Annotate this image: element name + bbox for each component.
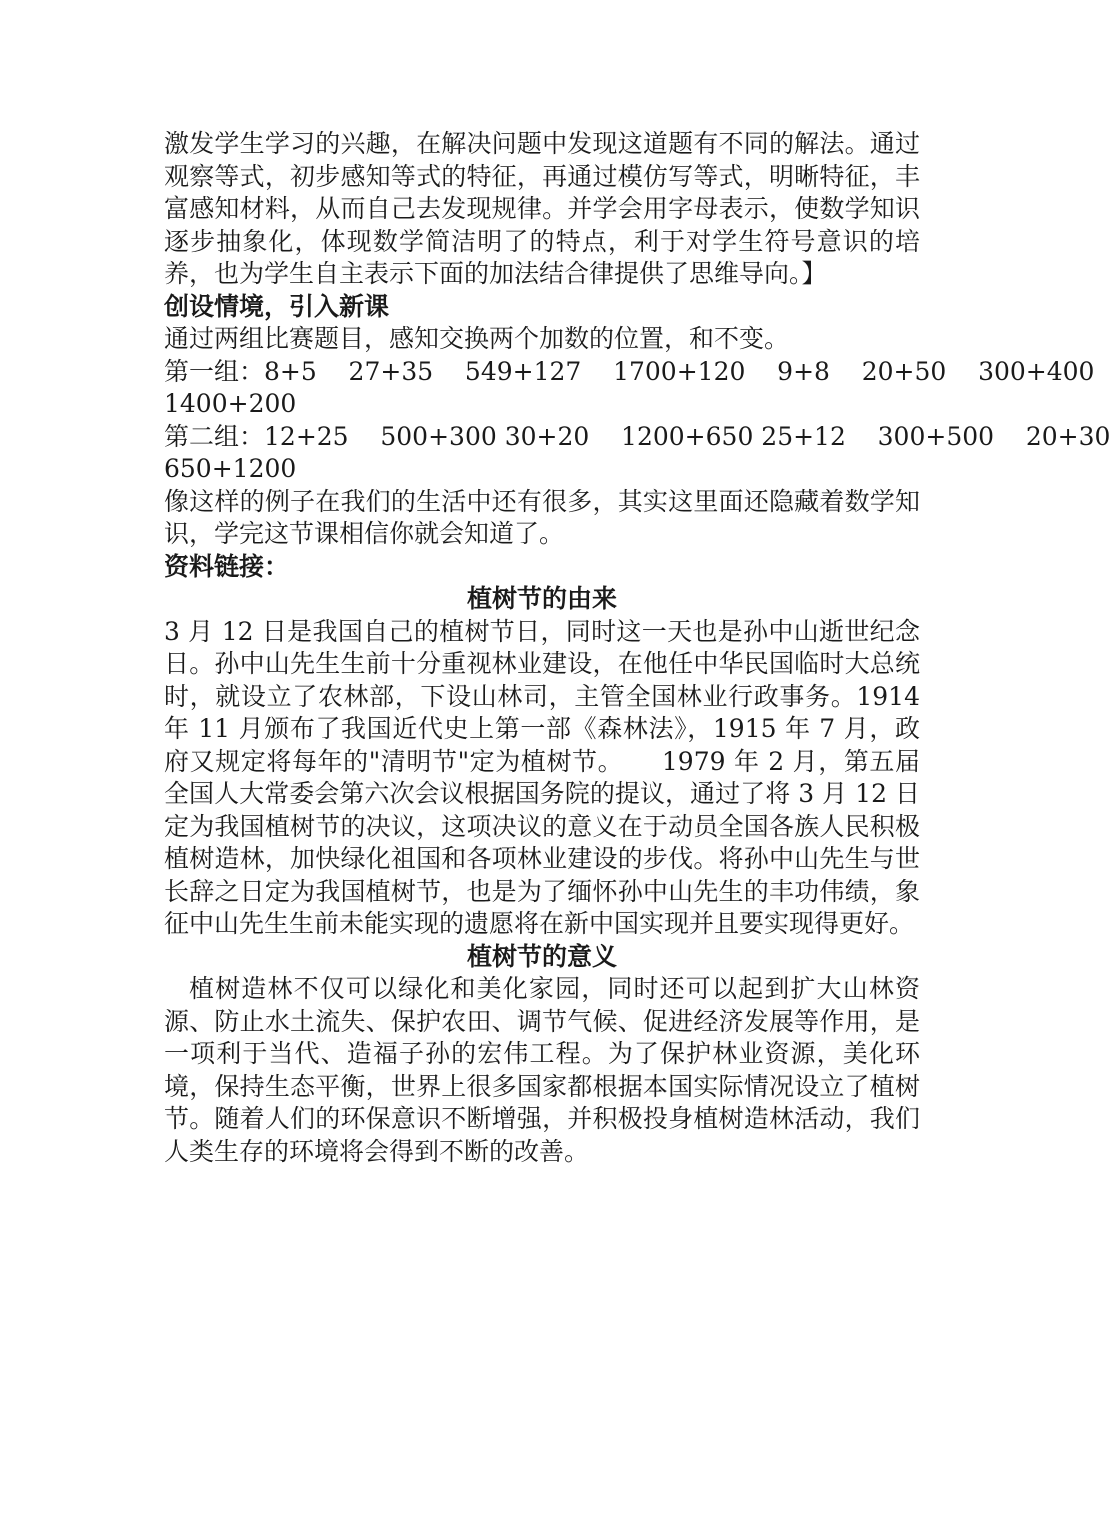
group2-block — [164, 421, 1110, 486]
group2-expressions-line1: 12+25 500+300 30+20 1200+650 25+12 300+500 20+30 — [264, 421, 1110, 451]
group2-label: 第二组： — [164, 421, 265, 451]
article1-body: 3 月 12 日是我国自己的植树节日，同时这一天也是孙中山逝世纪念日。孙中山先生生前十分重视林业建设，在他任中华民国临时大总统时，就设立了农林部，下设山林司，主管全国林业行政事务。1914 年 11 月颁布了我国近代史上第一部《森林法》，1915 年 7 月，政府又规定将每年的"清明节"定为植树节。 1979 年 2 月，第五届全国人大常委会第六次会议根据国务院的提议，通过了将 3 月 12 日定为我国植树节的决议，这项决议的意义在于动员全国各族人民积极植树造林，加快绿化祖国和各项林业建设的步伐。将孙中山先生与世长辞之日定为我国植树节，也是为了缅怀孙中山先生的丰功伟绩，象征中山先生生前未能实现的遗愿将在新中国实现并且要实现得更好。 — [164, 616, 920, 938]
article1-title: 植树节的由来 — [466, 584, 617, 613]
section-intro: 通过两组比赛题目，感知交换两个加数的位置，和不变。 — [164, 324, 790, 353]
group2-expressions-line2: 650+1200 — [164, 454, 297, 483]
article2-title: 植树节的意义 — [466, 941, 617, 971]
intro-paragraph: 激发学生学习的兴趣，在解决问题中发现这道题有不同的解法。通过观察等式，初步感知等式的特征，再通过模仿写等式，明晰特征，丰富感知材料，从而自己去发现规律。并学会用字母表示，使数学知识逐步抽象化，体现数学简洁明了的特点，利于对学生符号意识的培养，也为学生自主表示下面的加法结合律提供了思维导向。】 — [164, 129, 920, 288]
group1-block — [164, 356, 1095, 421]
examples-paragraph: 像这样的例子在我们的生活中还有很多，其实这里面还隐藏着数学知识，学完这节课相信你就会知道了。 — [164, 486, 920, 548]
section-heading: 创设情境，引入新课 — [164, 291, 390, 321]
article2-body: 植树造林不仅可以绿化和美化家园，同时还可以起到扩大山林资源、防止水土流失、保护农田、调节气候、促进经济发展等作用，是一项利于当代、造福子孙的宏伟工程。为了保护林业资源，美化环境，保持生态平衡，世界上很多国家都根据本国实际情况设立了植树节。随着人们的环保意识不断增强，并积极投身植树造林活动，我们人类生存的环境将会得到不断的改善。 — [164, 974, 920, 1166]
resources-heading: 资料链接： — [164, 551, 290, 581]
group1-expressions-line1: 8+5 27+35 549+127 1700+120 9+8 20+50 300+400 — [264, 356, 1095, 386]
group1-label: 第一组： — [164, 356, 265, 386]
document-page — [164, 128, 1110, 1168]
group1-expressions-line2: 1400+200 — [164, 389, 297, 418]
